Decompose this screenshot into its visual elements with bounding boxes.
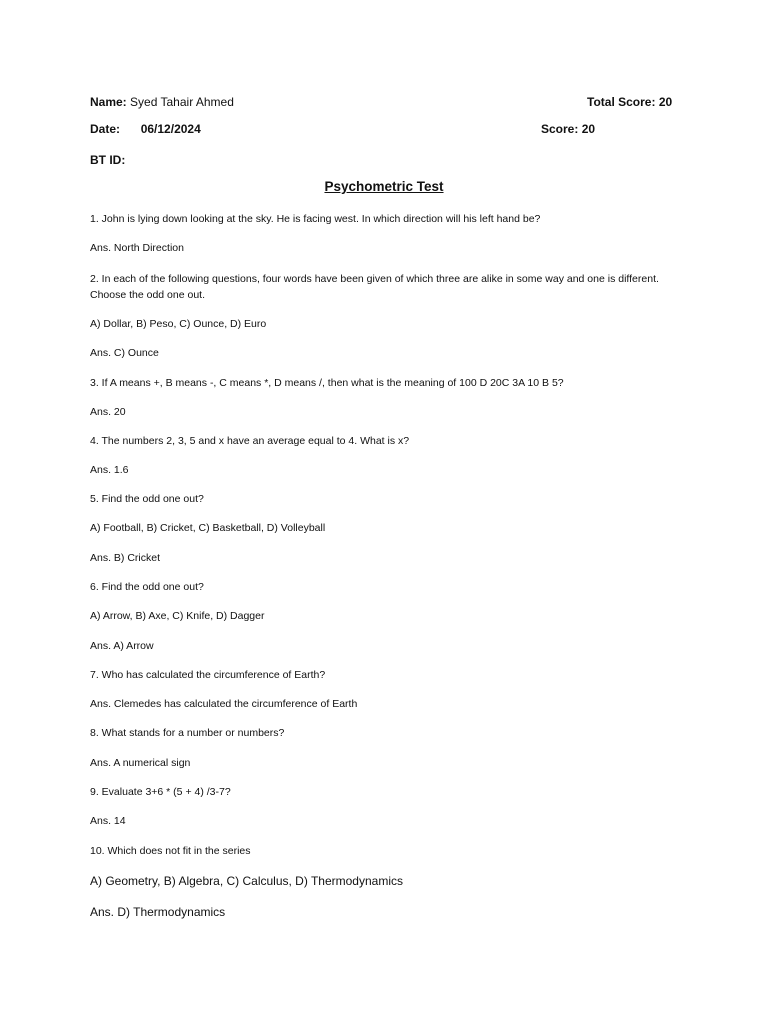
- question-1: 1. John is lying down looking at the sky. He is facing west. In which direction will his left hand be?: [90, 213, 541, 225]
- answer-3: Ans. 20: [90, 406, 126, 418]
- date-row: [90, 121, 201, 137]
- total-score: [587, 94, 672, 110]
- options-2: A) Dollar, B) Peso, C) Ounce, D) Euro: [90, 318, 267, 330]
- question-3: 3. If A means +, B means -, C means *, D means /, then what is the meaning of 100 D 20C 3A 10 B 5?: [90, 377, 564, 389]
- total-score-value: 20: [658, 95, 673, 109]
- options-6: A) Arrow, B) Axe, C) Knife, D) Dagger: [90, 610, 265, 622]
- answer-1: Ans. North Direction: [90, 242, 184, 254]
- score: [541, 121, 595, 137]
- score-value: 20: [581, 122, 596, 136]
- bt-id-label: BT ID:: [90, 153, 126, 167]
- page-title: Psychometric Test: [324, 179, 444, 194]
- question-4: 4. The numbers 2, 3, 5 and x have an average equal to 4. What is x?: [90, 435, 410, 447]
- question-5: 5. Find the odd one out?: [90, 493, 204, 505]
- name-row: [90, 94, 234, 110]
- answer-5: Ans. B) Cricket: [90, 552, 161, 564]
- question-6: 6. Find the odd one out?: [90, 581, 204, 593]
- question-9: 9. Evaluate 3+6 * (5 + 4) /3-7?: [90, 786, 231, 798]
- answer-4: Ans. 1.6: [90, 464, 129, 476]
- options-10: A) Geometry, B) Algebra, C) Calculus, D) Thermodynamics: [90, 874, 403, 888]
- answer-7: Ans. Clemedes has calculated the circumference of Earth: [90, 698, 358, 710]
- answer-2: Ans. C) Ounce: [90, 347, 159, 359]
- name-value: Syed Tahair Ahmed: [130, 95, 234, 109]
- name-label: Name:: [90, 95, 127, 109]
- answer-6: Ans. A) Arrow: [90, 640, 154, 652]
- question-8: 8. What stands for a number or numbers?: [90, 727, 285, 739]
- question-10: 10. Which does not fit in the series: [90, 845, 251, 857]
- date-label: Date:: [90, 122, 121, 136]
- question-7: 7. Who has calculated the circumference of Earth?: [90, 669, 326, 681]
- total-score-label: Total Score:: [587, 95, 656, 109]
- question-2: 2. In each of the following questions, four words have been given of which three are alike in some way and one is different. Choose the odd one out.: [90, 273, 659, 301]
- date-value: 06/12/2024: [140, 122, 201, 136]
- answer-10: Ans. D) Thermodynamics: [90, 905, 226, 919]
- score-label: Score:: [541, 122, 579, 136]
- answer-8: Ans. A numerical sign: [90, 757, 191, 769]
- answer-9: Ans. 14: [90, 815, 126, 827]
- options-5: A) Football, B) Cricket, C) Basketball, D) Volleyball: [90, 522, 326, 534]
